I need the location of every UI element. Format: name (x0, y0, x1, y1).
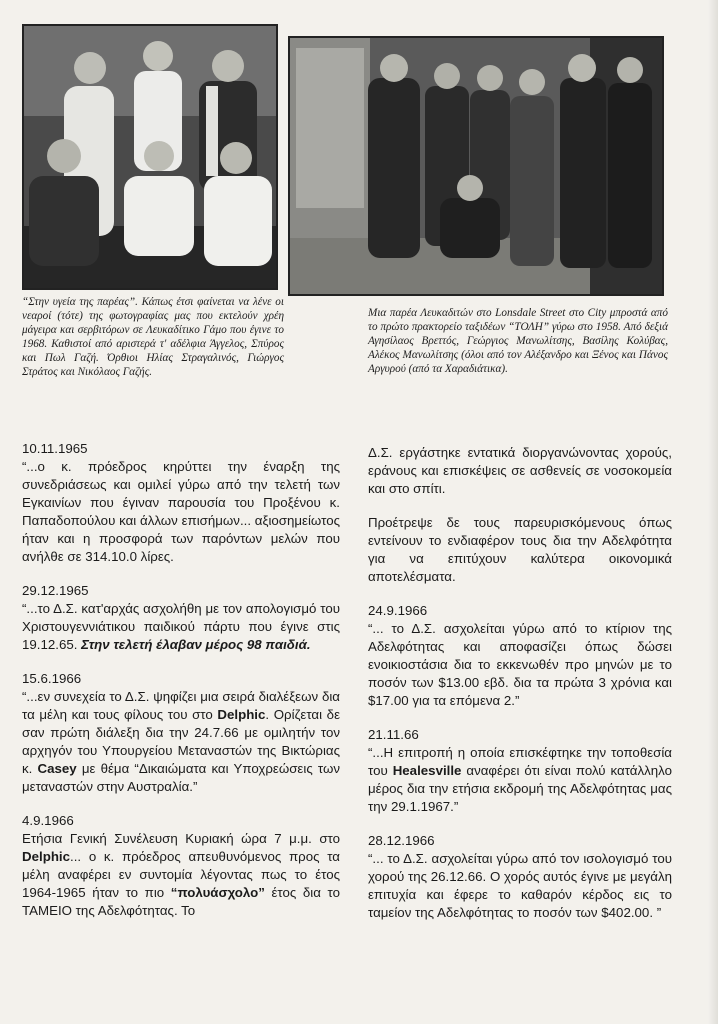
entry-text: “... το Δ.Σ. ασχολείται γύρω από το κτίριον της Αδελφότητας και αποφασίζει όπως δώσει ενοικιοστάσια δια το εκκενωθέν προ μηνών με το ποσόν των $13.00 εβδ. δια τα πρώτα 3 χρόνια και $17.00 για τα επόμενα 2.” (368, 621, 672, 708)
entry-text-a: “...εν συνεχεία το Δ.Σ. ψηφίζει μια σειρά διαλέξεων δια τα μέλη και τους φίλους του στο (22, 689, 340, 722)
minutes-entry-15-6-1966 (22, 670, 340, 796)
entry-text-a: “...Η επιτροπή η οποία επισκέφτηκε την τοποθεσία του (368, 745, 672, 778)
entry-date: 24.9.1966 (368, 603, 428, 618)
photo-wedding-waiters-image (24, 26, 276, 288)
caption-left-photo: “Στην υγεία της παρέας”. Κάπως έτσι φαίνεται να λένε οι νεαροί (τότε) της φωτογραφίας μας που εκτελούν χρέη μάγειρα και σερβιτόρων σε Λευκαδίτικο Γάμο που έγινε το 1968. Καθιστοί από αριστερά τ' αδέλφια Άγγελος, Σπύρος και Πωλ Γαζή. Όρθιοι Ηλίας Στραγαλινός, Γιώργος Στράτος και Νικόλαος Γαζής. (22, 296, 284, 378)
entry-date: 28.12.1966 (368, 833, 435, 848)
photo-lonsdale-street-image (290, 38, 662, 294)
entry-date: 15.6.1966 (22, 671, 82, 686)
minutes-entry-21-11-66 (368, 726, 672, 816)
entry-continuation: Δ.Σ. εργάστηκε εντατικά διοργανώνοντας χορούς, εράνους και επισκέψεις σε ασθενείς σε νοσοκομεία και στο σπίτι. (368, 445, 672, 496)
entry-text-a: Ετήσια Γενική Συνέλευση Κυριακή ώρα 7 μ.μ. στο (22, 831, 340, 846)
minutes-column-left (22, 440, 340, 936)
entry-text-c: έτος δια το ΤΑΜΕΙΟ της Αδελφότητας. Το (22, 885, 341, 918)
scan-edge-shadow (708, 0, 718, 1024)
venue-name: Delphic (217, 707, 266, 722)
entry-text: “... το Δ.Σ. ασχολείται γύρω από τον ισολογισμό του χορού της 26.12.66. Ο χορός αυτός έγινε με μεγάλη επιτυχία και έφερε το καθαρόν κέρδος εις το ταμείον της Αδελφότητας το ποσόν των $402.00. ” (368, 851, 672, 920)
minutes-entry-28-12-1966 (368, 832, 672, 922)
entry-date: 10.11.1965 (22, 441, 88, 456)
entry-text (368, 744, 672, 816)
speaker-name: Casey (37, 761, 77, 776)
minutes-entry-10-11-1965 (22, 440, 340, 566)
entry-highlight: “πολυάσχολο” (170, 885, 265, 900)
caption-right-photo: Μια παρέα Λευκαδιτών στο Lonsdale Street στο City μπροστά από το πρώτο πρακτορείο ταξιδέων “ΤΟΛΗ” γύρω στο 1958. Από δεξιά Αγησίλαος Βρεττός, Γεώργιος Μανωλίτσης, Βασίλης Κολύβας, Αλέκος Μανωλίτσης (όλοι από τον Αλέξανδρο και Ξένος και Πάνος Αργυρού (από τα Χαραδιάτικα). (368, 307, 668, 375)
entry-text (22, 600, 340, 654)
entry-date: 21.11.66 (368, 727, 419, 742)
entry-date: 29.12.1965 (22, 583, 89, 598)
photo-lonsdale-street-group (288, 36, 664, 296)
entry-text: “...ο κ. πρόεδρος κηρύττει την έναρξη της συνεδριάσεως και ομιλεί γύρω από την τελετή των Εγκαινίων που έγιναν παρουσία του Προξένου κ. Παπαδοπούλου και άλλων επισήμων... αξιοσημείωτος ήταν και η προσφορά των παρόντων μελών που ανήλθε σε 314.10.0 λίρες. (22, 459, 340, 564)
entry-text-main: “...το Δ.Σ. κατ'αρχάς ασχολήθη με τον απολογισμό του Χριστουγεννιάτικου παιδικού πάρτυ που έγινε στις 19.12.65. (22, 601, 340, 652)
entry-text-b: . Ορίζεται δε σαν πρώτη διάλεξη δια την 24.7.66 με ομιλητήν τον αρχηγόν του Υπουργείου Μεταναστών της Βικτώριας κ. (22, 707, 340, 776)
place-name: Healesville (392, 763, 462, 778)
entry-text (22, 688, 340, 796)
minutes-column-right (368, 444, 672, 938)
entry-text-b: αναφέρει ότι είναι πολύ κατάλληλο μέρος δια την ετήσια εκδρομή της Αδελφότητας μας την 29.1.1967.” (368, 763, 672, 814)
entry-text (22, 830, 340, 920)
photo-wedding-waiters (22, 24, 278, 290)
venue-name: Delphic (22, 849, 71, 864)
entry-highlight: Στην τελετή έλαβαν μέρος 98 παιδιά. (81, 637, 311, 652)
minutes-entry-29-12-1965 (22, 582, 340, 654)
entry-text-b: ... ο κ. πρόεδρος απευθυνόμενος προς τα μέλη αναφέρει εν συντομία λέγοντας πως το έτος 1964-1965 ήταν το πιο (22, 849, 340, 900)
minutes-entry-4-9-1966 (22, 812, 340, 920)
entry-text-c: με θέμα “Δικαιώματα και Υποχρεώσεις των μεταναστών στην Αυστραλία.” (22, 761, 340, 794)
entry-date: 4.9.1966 (22, 813, 74, 828)
minutes-entry-24-9-1966 (368, 602, 672, 710)
entry-continuation-2: Προέτρεψε δε τους παρευρισκόμενους όπως εντείνουν το ενδιαφέρον τους δια την Αδελφότητα για να επιτύχουν καλύτερα οικονομικά αποτελέσματα. (368, 515, 672, 584)
